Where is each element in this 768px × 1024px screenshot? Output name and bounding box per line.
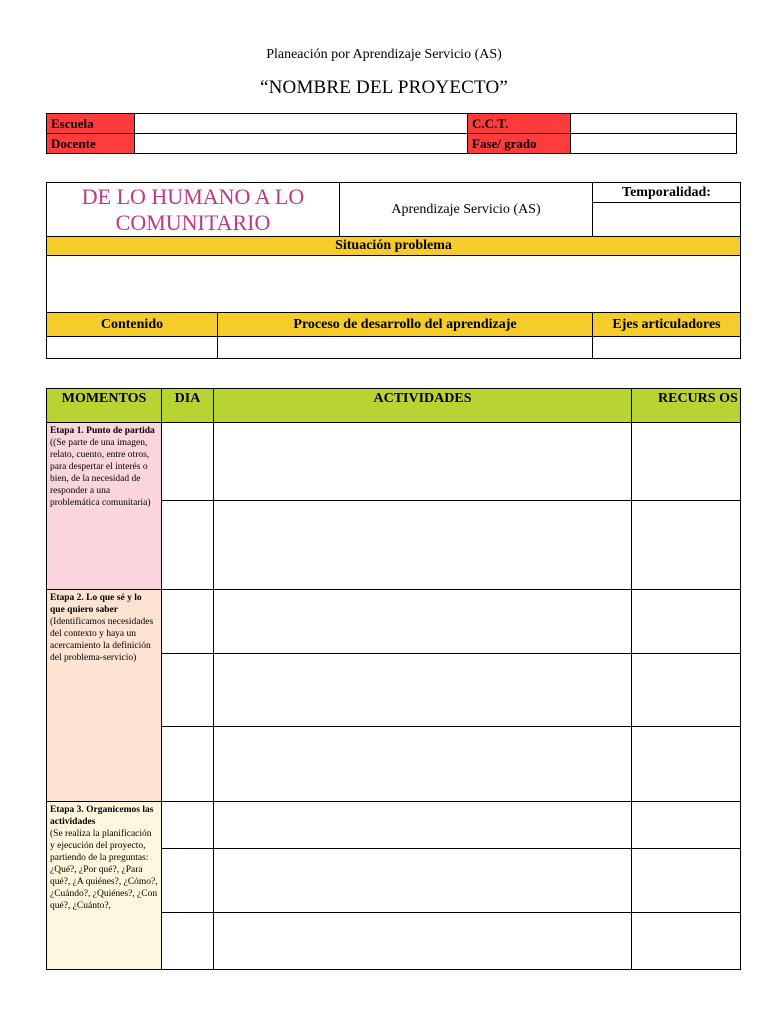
stage-1-description: ((Se parte de una imagen, relato, cuento, entre otros, para despertar el interés o bien, de la necesidad de responder a una problemática comunitaria) xyxy=(50,438,151,508)
recursos-field[interactable] xyxy=(632,727,741,802)
table-row xyxy=(47,590,741,654)
stage-1-cell xyxy=(47,423,162,590)
document-subtitle: Planeación por Aprendizaje Servicio (AS) xyxy=(266,47,502,62)
table-row xyxy=(47,337,741,359)
actividades-field[interactable] xyxy=(214,913,632,970)
dia-field[interactable] xyxy=(162,423,214,501)
recursos-field[interactable] xyxy=(632,590,741,654)
recursos-field[interactable] xyxy=(632,423,741,501)
dia-field[interactable] xyxy=(162,913,214,970)
dia-header: DIA xyxy=(162,389,214,423)
campo-formativo-title: DE LO HUMANO A LO COMUNITARIO xyxy=(47,183,340,237)
docente-field[interactable] xyxy=(135,134,468,154)
actividades-field[interactable] xyxy=(214,727,632,802)
dia-field[interactable] xyxy=(162,590,214,654)
recursos-field[interactable] xyxy=(632,654,741,727)
proceso-desarrollo-field[interactable] xyxy=(218,337,593,359)
dia-field[interactable] xyxy=(162,727,214,802)
proceso-desarrollo-header: Proceso de desarrollo del aprendizaje xyxy=(218,313,593,337)
fase-grado-field[interactable] xyxy=(571,134,737,154)
contenido-field[interactable] xyxy=(47,337,218,359)
table-row xyxy=(47,183,741,203)
table-row xyxy=(47,237,741,256)
stage-3-title: Etapa 3. Organicemos las actividades xyxy=(50,805,154,827)
dia-field[interactable] xyxy=(162,654,214,727)
recursos-field[interactable] xyxy=(632,849,741,913)
table-row xyxy=(47,802,741,849)
table-row xyxy=(47,134,737,154)
moments-table xyxy=(46,388,741,970)
actividades-field[interactable] xyxy=(214,423,632,501)
recursos-field[interactable] xyxy=(632,501,741,590)
fase-grado-label: Fase/ grado xyxy=(468,134,571,154)
dia-field[interactable] xyxy=(162,501,214,590)
recursos-field[interactable] xyxy=(632,802,741,849)
table-row xyxy=(47,256,741,313)
table-row xyxy=(47,389,741,423)
temporalidad-field[interactable] xyxy=(593,203,741,237)
table-row xyxy=(47,114,737,134)
actividades-field[interactable] xyxy=(214,849,632,913)
docente-label: Docente xyxy=(47,134,135,154)
escuela-label: Escuela xyxy=(47,114,135,134)
actividades-field[interactable] xyxy=(214,802,632,849)
table-row xyxy=(47,423,741,501)
stage-2-title: Etapa 2. Lo que sé y lo que quiero saber xyxy=(50,593,142,615)
stage-1-title: Etapa 1. Punto de partida xyxy=(50,426,155,436)
ejes-articuladores-field[interactable] xyxy=(593,337,741,359)
project-overview-table xyxy=(46,182,741,359)
momentos-header: MOMENTOS xyxy=(47,389,162,423)
project-name-title: “NOMBRE DEL PROYECTO” xyxy=(259,77,509,98)
actividades-field[interactable] xyxy=(214,590,632,654)
cct-label: C.C.T. xyxy=(468,114,571,134)
contenido-header: Contenido xyxy=(47,313,218,337)
stage-3-description: (Se realiza la planificación y ejecución del proyecto, partiendo de la preguntas: ¿Qué?, ¿Por qué?, ¿Para qué?, ¿A quiénes?, ¿Cómo?, ¿Cuándo?, ¿Quiénes?, ¿Con qué?, ¿Cuánto?, xyxy=(50,829,158,911)
temporalidad-label: Temporalidad: xyxy=(593,183,741,203)
recursos-header: RECURS OS xyxy=(632,389,741,423)
table-row xyxy=(47,313,741,337)
actividades-header: ACTIVIDADES xyxy=(214,389,632,423)
metodologia-cell: Aprendizaje Servicio (AS) xyxy=(340,183,593,237)
escuela-field[interactable] xyxy=(135,114,468,134)
recursos-field[interactable] xyxy=(632,913,741,970)
stage-3-cell xyxy=(47,802,162,970)
dia-field[interactable] xyxy=(162,849,214,913)
school-info-table xyxy=(46,113,737,154)
stage-2-description: (Identificamos necesidades del contexto y haya un acercamiento la definición del problema-servicio) xyxy=(50,617,154,663)
ejes-articuladores-header: Ejes articuladores xyxy=(593,313,741,337)
situacion-problema-header: Situación problema xyxy=(47,237,741,256)
situacion-problema-field[interactable] xyxy=(47,256,741,313)
cct-field[interactable] xyxy=(571,114,737,134)
stage-2-cell xyxy=(47,590,162,802)
actividades-field[interactable] xyxy=(214,654,632,727)
actividades-field[interactable] xyxy=(214,501,632,590)
dia-field[interactable] xyxy=(162,802,214,849)
